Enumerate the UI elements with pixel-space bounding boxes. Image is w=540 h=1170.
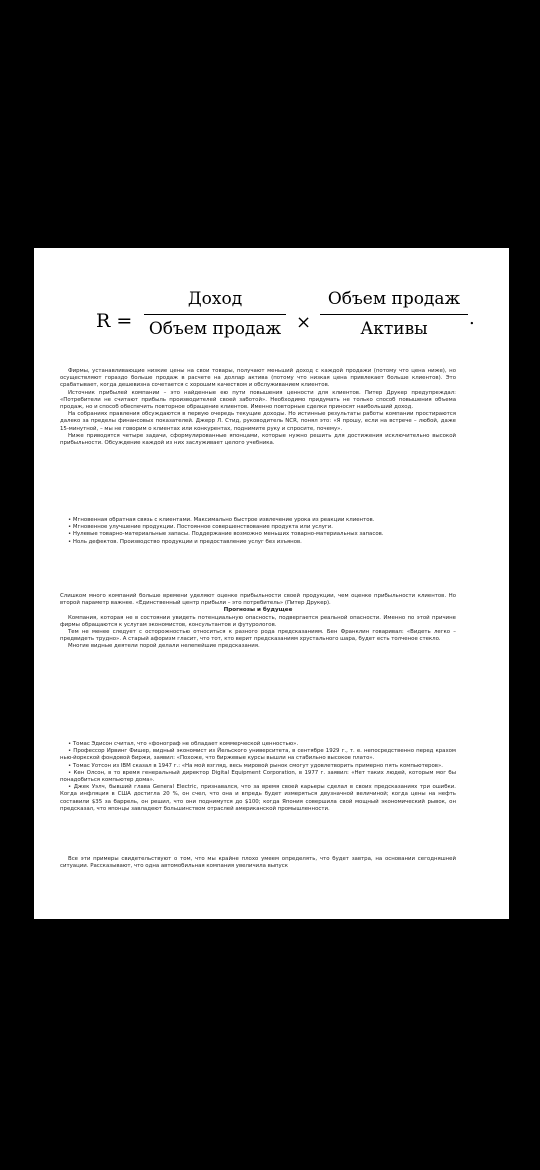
fraction-bar: [320, 314, 468, 315]
section-heading: Прогнозы и будущее: [223, 607, 293, 614]
list-item: • Нулевые товарно-материальные запасы. Поддержание возможно меньших товарно-материальных запасов.: [68, 531, 384, 538]
fraction-revenue-sales: [144, 288, 286, 340]
formula-period: .: [469, 308, 475, 329]
paragraph: Источник прибылей компании – это найденные ею пути повышения ценности для клиентов. Питер Друкер предупреждал: «Потребители не считают прибыль производителей своей заботой». Необходимо придумать не только способ повышения объема продаж, но и способ обеспечить повторное обращение клиентов. Именно повторные сделки приносят наибольший доход.: [60, 389, 456, 411]
list-item: • Кен Олсон, в то время генеральный директор Digital Equipment Corporation, в 1977 г. заявил: «Нет таких людей, которым мог бы понадобиться компьютер дома».: [60, 769, 456, 784]
list-item: • Томас Эдисон считал, что «фонограф не обладает коммерческой ценностью».: [68, 741, 299, 747]
fraction-bar: [144, 314, 286, 315]
paragraph: Компания, которая не в состоянии увидеть потенциальную опасность, подвергается реальной опасности. Именно по этой причине фирмы обращаются к услугам экономистов, консультантов и футурологов.: [60, 614, 456, 628]
list-item: • Мгновенная обратная связь с клиентами. Максимально быстрое извлечение урока из реакции клиентов.: [68, 517, 375, 523]
fraction-numerator: Доход: [187, 289, 243, 309]
paragraph: Ниже приводятся четыре задачи, сформулированные японцами, которые нужно решить для достижения исключительно высокой прибыльности. Обсуждение каждой из них заслуживает целого учебника.: [60, 432, 456, 447]
paragraph: Все эти примеры свидетельствуют о том, что мы крайне плохо умеем определять, что будет завтра, на основании сегодняшней ситуации. Рассказывают, что одна автомобильная компания увеличила выпуск: [60, 856, 456, 870]
paragraph: Тем не менее следует с осторожностью относиться к разного рода предсказаниям. Бен Франклин говаривал: «Видеть легко – предвидеть трудно». А старый афоризм гласит, что тот, кто верит предсказаниям хрустального шара, будет есть толченое стекло.: [60, 629, 456, 643]
list-item: • Профессор Ирвинг Фишер, видный экономист из Йельского университета, в сентябре 1929 г., т. е. непосредственно перед крахом нью-йоркской фондовой биржи, заявил: «Похоже, что биржевые курсы вышли на стабильно высокое плато».: [60, 748, 456, 762]
bullet-list-japanese-tasks: [60, 517, 456, 546]
paragraph-block-5: [60, 856, 456, 870]
paragraph: На собраниях правления обсуждаются в первую очередь текущие доходы. Но истинные результаты работы компании простираются далеко за пределы финансовых показателей. Джерр Л. Стид, руководитель NCR, понял это: «Я прошу, если на встрече – любой, даже 15-минутной, – мы не говорим о клиентах или конкурентах, поднимите руку и спросите, почему».: [60, 411, 456, 432]
profitability-formula: [96, 288, 475, 358]
fraction-denominator: Активы: [360, 319, 428, 339]
paragraph: Слишком много компаний больше времени уделяют оценке прибыльности своей продукции, чем оценке прибыльности клиентов. Но второй параметр важнее. «Единственный центр прибыли – это потребитель» (Питер Друкер).: [60, 593, 456, 607]
document-page: [34, 248, 509, 919]
bullet-list-predictions: [60, 741, 456, 813]
list-item: • Джек Уэлч, бывший глава General Electric, признавался, что за время своей карьеры сделал в своих предсказаниях три ошибки. Когда инфляция в США достигла 20 %, он счел, что она и впредь будет измеряться двузначной величиной; когда цены на нефть составили $35 за баррель, он решил, что они поднимутся до $100; когда Япония совершила свой мощный экономический рывок, он предсказал, что японцы завладеют большинством отраслей американской промышленности.: [60, 784, 456, 812]
list-item: • Томас Уотсон из IBM сказал в 1947 г.: «На мой взгляд, весь мировой рынок смогут удовлетворить примерно пять компьютеров».: [68, 762, 443, 769]
formula-lhs: R =: [96, 310, 133, 332]
fraction-numerator: Объем продаж: [327, 289, 461, 309]
paragraph-block-3: [60, 593, 456, 651]
fraction-sales-assets: [320, 288, 468, 340]
list-item: • Мгновенное улучшение продукции. Постоянное совершенствование продукта или услуги.: [68, 524, 333, 531]
paragraph: Многие видные деятели порой делали нелепейшие предсказания.: [68, 643, 260, 650]
paragraph-block-1: [60, 368, 456, 447]
list-item: • Ноль дефектов. Производство продукции и предоставление услуг без изъянов.: [68, 538, 302, 545]
paragraph: Фирмы, устанавливающие низкие цены на свои товары, получают меньший доход с каждой продажи (потому что цена ниже), но осуществляют гораздо больше продаж в расчете на доллар актива (потому что низкая цена привлекает больше клиентов). Это срабатывает, когда дешевизна сочетается с хорошим качеством и обслуживанием клиентов.: [60, 368, 456, 389]
fraction-denominator: Объем продаж: [148, 319, 282, 339]
multiply-sign: ×: [296, 312, 312, 333]
